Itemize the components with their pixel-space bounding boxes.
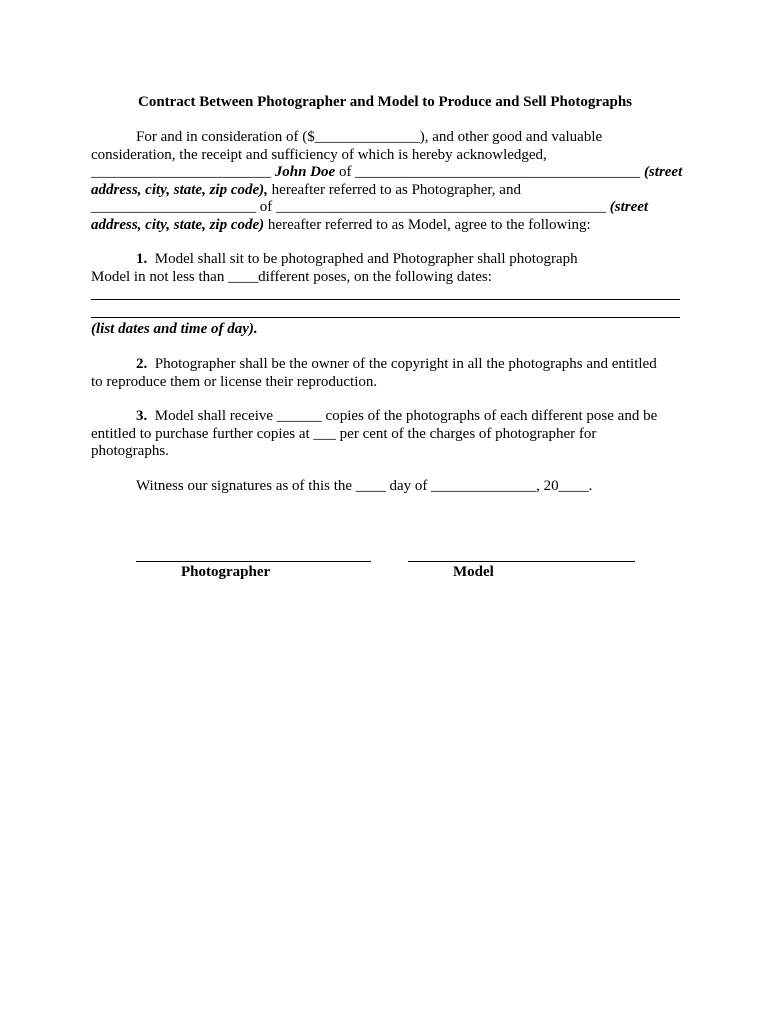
intro-line-5 [91, 199, 683, 217]
address-hint: (street [643, 164, 683, 180]
intro-line-3 [91, 164, 683, 182]
intro-paragraph [91, 129, 683, 234]
clause-1-line-1 [91, 251, 683, 269]
witness-text: Witness our signatures as of this the ____ day of ______________, 20____. [136, 478, 593, 494]
clause-1 [91, 251, 683, 286]
document-title: Contract Between Photographer and Model to Produce and Sell Photographs [137, 94, 633, 110]
model-name-address-blank: ______________________ of ____________________________________________ [91, 199, 610, 215]
clause-number: 3. [136, 408, 148, 424]
clause-1-line-2: Model in not less than ____different poses, on the following dates: [91, 268, 492, 285]
intro-line-2: consideration, the receipt and sufficiency of which is hereby acknowledged, [91, 146, 547, 163]
witness-statement [91, 478, 683, 496]
clause-number: 2. [136, 356, 148, 372]
clause-2-text: Photographer shall be the owner of the copyright in all the photographs and entitled [147, 356, 657, 372]
photographer-signature-line[interactable] [136, 561, 371, 562]
clause-3-line-2: entitled to purchase further copies at ___ per cent of the charges of photographer for [91, 425, 597, 442]
photographer-name-blank: ________________________ [91, 164, 275, 180]
intro-line-4 [91, 182, 683, 200]
clause-2-line-1 [91, 356, 683, 374]
photographer-role-text: hereafter referred to as Photographer, and [267, 181, 521, 198]
intro-line-1: For and in consideration of ($______________), and other good and valuable [136, 129, 603, 145]
clause-3-text: Model shall receive ______ copies of the photographs of each different pose and be [147, 408, 658, 424]
model-signature-line[interactable] [408, 561, 635, 562]
dates-blank-line-1 [91, 299, 680, 300]
clause-1-text: Model shall sit to be photographed and Photographer shall photograph [147, 251, 578, 267]
dates-blank-line-2 [91, 317, 680, 318]
photographer-name: John Doe [274, 164, 336, 180]
model-signature-label: Model [453, 564, 494, 580]
photographer-address-blank: of ______________________________________ [335, 164, 644, 180]
model-role-text: hereafter referred to as Model, agree to the following: [264, 216, 591, 233]
clause-number: 1. [136, 251, 148, 267]
clause-3-line-1 [91, 408, 683, 426]
clause-3-line-3: photographs. [91, 443, 169, 459]
photographer-signature-label: Photographer [181, 564, 271, 580]
intro-line-6 [91, 217, 683, 235]
address-hint: address, city, state, zip code), [91, 181, 268, 198]
clause-2-line-2: to reproduce them or license their reproduction. [91, 373, 378, 390]
clause-3 [91, 408, 683, 461]
dates-note: (list dates and time of day). [91, 321, 258, 337]
address-hint: (street [609, 199, 649, 215]
address-hint: address, city, state, zip code) [91, 216, 265, 233]
clause-2 [91, 356, 683, 391]
